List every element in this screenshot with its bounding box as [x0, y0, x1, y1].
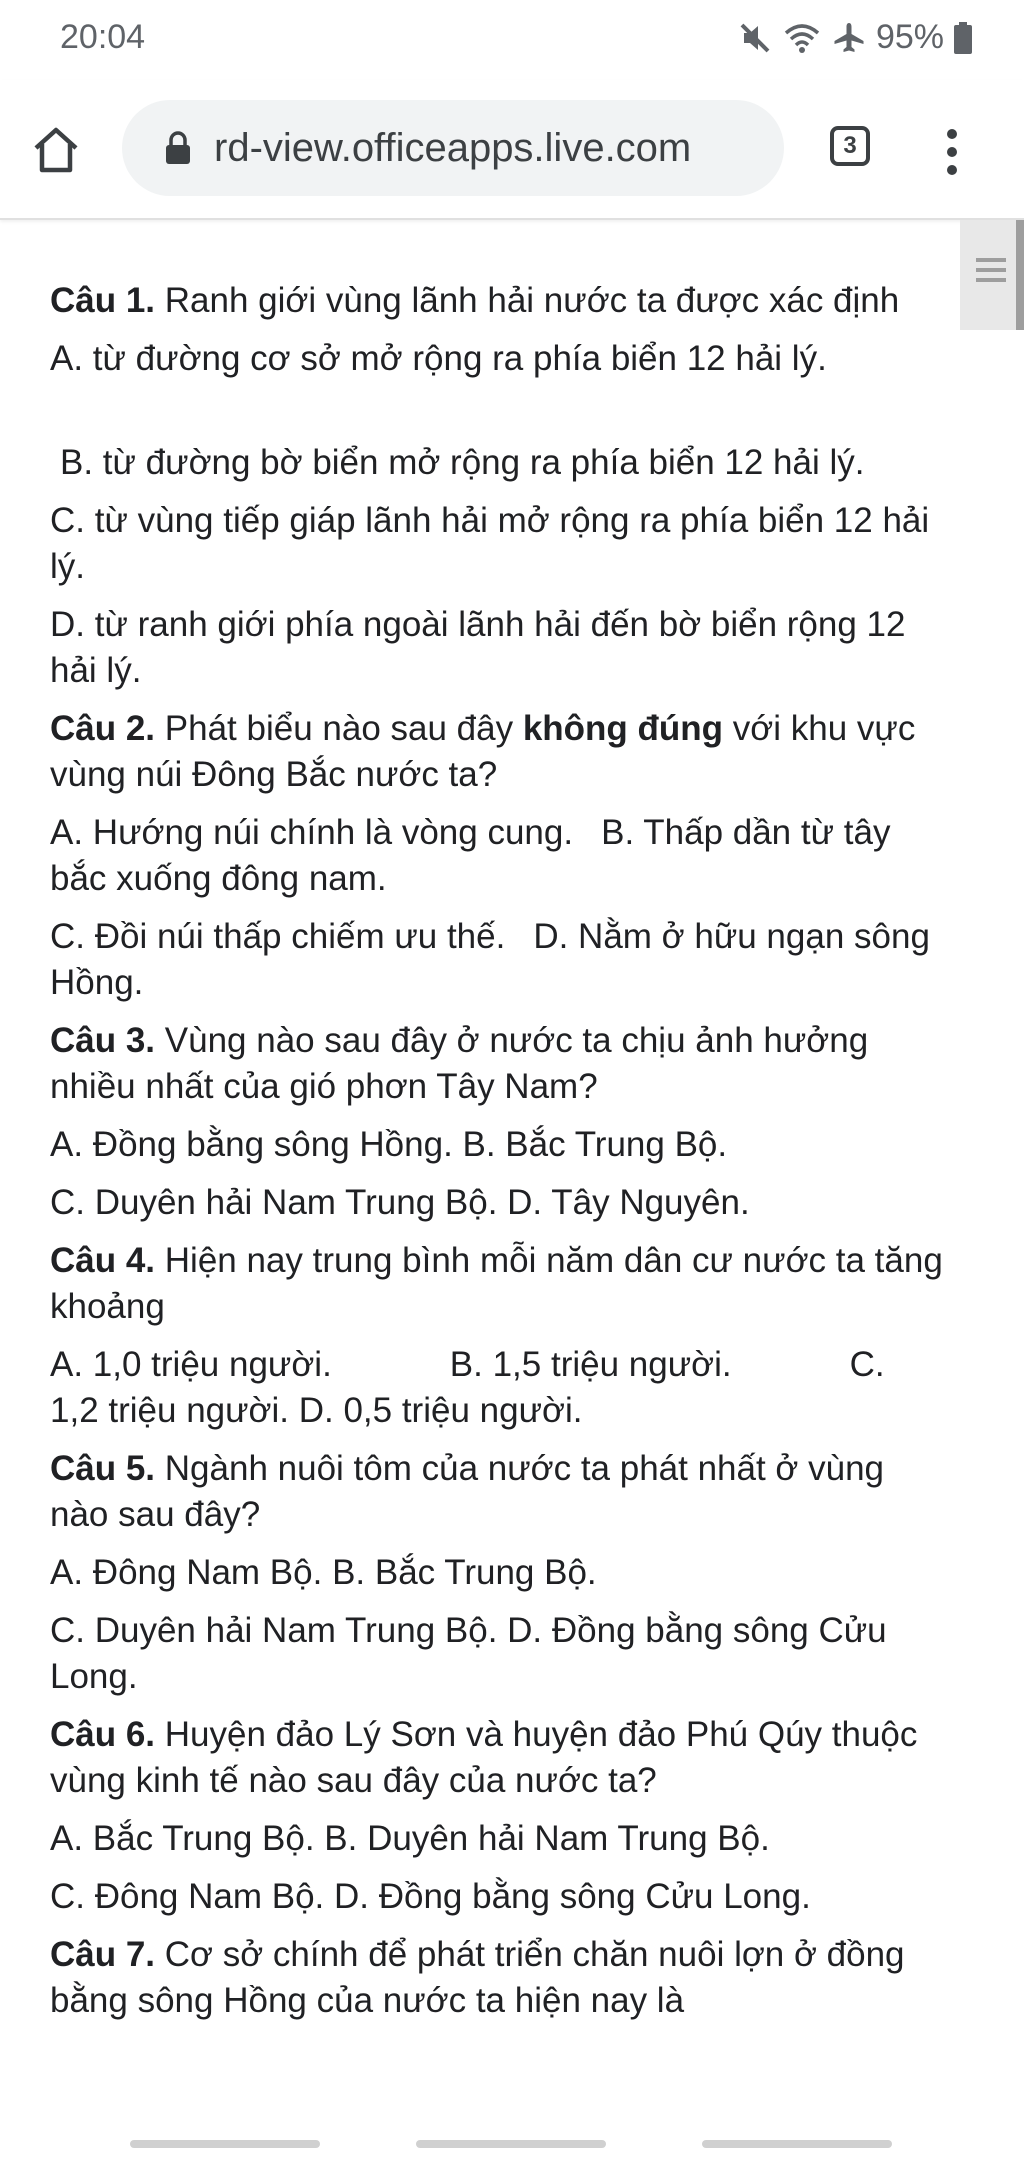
question-label: Câu 4. [50, 1241, 156, 1280]
option-a: A. từ đường cơ sở mở rộng ra phía biển 12 hải lý. [50, 339, 827, 378]
question-emphasis: không đúng [522, 709, 724, 748]
page-indicator [0, 2126, 1024, 2162]
airplane-mode-icon [832, 21, 866, 55]
options-abcd [50, 1342, 950, 1434]
page-indicator-bar [702, 2140, 892, 2148]
option-b: B. Thấp dần từ tây bắc xuống đông nam. [50, 813, 891, 898]
document-view[interactable] [0, 220, 1024, 2120]
options-cd [50, 914, 950, 1006]
option-c: C. từ vùng tiếp giáp lãnh hải mở rộng ra phía biển 12 hải lý. [50, 501, 930, 586]
home-button[interactable] [28, 122, 84, 178]
scrollbar-thumb[interactable] [960, 220, 1024, 330]
option-c-label: C. [849, 1345, 885, 1384]
question-label: Câu 5. [50, 1449, 156, 1488]
question-text: Vùng nào sau đây ở nước ta chịu ảnh hưởng nhiều nhất của gió phơn Tây Nam? [50, 1021, 869, 1106]
question-label: Câu 3. [50, 1021, 156, 1060]
lock-icon [164, 131, 192, 165]
options-cd: C. Duyên hải Nam Trung Bộ. D. Đồng bằng sông Cửu Long. [50, 1611, 887, 1696]
page-indicator-bar [416, 2140, 606, 2148]
question-text: với khu vực vùng núi Đông Bắc nước ta? [50, 709, 916, 794]
options-ab: A. Bắc Trung Bộ. B. Duyên hải Nam Trung Bộ. [50, 1819, 770, 1858]
option-b: B. 1,5 triệu người. [449, 1345, 732, 1384]
question-3 [50, 1018, 950, 1110]
more-vert-icon [940, 124, 964, 180]
status-bar [0, 0, 1024, 80]
status-time: 20:04 [60, 18, 146, 56]
home-icon [28, 122, 84, 178]
options-ab: A. Đông Nam Bộ. B. Bắc Trung Bộ. [50, 1553, 597, 1592]
option-c-d: 1,2 triệu người. D. 0,5 triệu người. [50, 1391, 583, 1430]
status-icons [738, 18, 972, 57]
option-d: D. Nằm ở hữu ngạn sông Hồng. [50, 917, 930, 1002]
options-ab: A. Đồng bằng sông Hồng. B. Bắc Trung Bộ. [50, 1125, 728, 1164]
option-a: A. 1,0 triệu người. [50, 1345, 332, 1384]
tab-switcher-button[interactable]: 3 [830, 126, 870, 166]
wifi-icon [782, 21, 822, 55]
question-label: Câu 1. [50, 281, 156, 320]
question-1 [50, 278, 950, 324]
battery-percent: 95% [875, 18, 944, 56]
options-cd: C. Đông Nam Bộ. D. Đồng bằng sông Cửu Long. [50, 1877, 811, 1916]
options-ab [50, 810, 950, 902]
options-cd: C. Duyên hải Nam Trung Bộ. D. Tây Nguyên. [50, 1183, 750, 1222]
question-text: Ngành nuôi tôm của nước ta phát nhất ở vùng nào sau đây? [50, 1449, 884, 1534]
question-label: Câu 7. [50, 1935, 156, 1974]
question-label: Câu 2. [50, 709, 156, 748]
option-c: C. Đồi núi thấp chiếm ưu thế. [50, 917, 506, 956]
question-text: Hiện nay trung bình mỗi năm dân cư nước ta tăng khoảng [50, 1241, 943, 1326]
mute-icon [738, 21, 772, 55]
overflow-menu-button[interactable] [940, 124, 964, 180]
page-indicator-bar [130, 2140, 320, 2148]
question-label: Câu 6. [50, 1715, 156, 1754]
option-b: B. từ đường bờ biển mở rộng ra phía biển 12 hải lý. [60, 443, 865, 482]
option-a: A. Hướng núi chính là vòng cung. [50, 813, 574, 852]
question-5 [50, 1446, 950, 1538]
browser-toolbar [0, 80, 1024, 220]
question-2 [50, 706, 950, 798]
question-6 [50, 1712, 950, 1804]
option-d: D. từ ranh giới phía ngoài lãnh hải đến bờ biển rộng 12 hải lý. [50, 605, 906, 690]
question-7 [50, 1932, 950, 2024]
url-text: rd-view.officeapps.live.com [214, 125, 692, 170]
question-text: Phát biểu nào sau đây [155, 709, 523, 748]
document-body [50, 278, 950, 2036]
question-text: Ranh giới vùng lãnh hải nước ta được xác định [155, 281, 900, 320]
question-text: Cơ sở chính để phát triển chăn nuôi lợn ở đồng bằng sông Hồng của nước ta hiện nay là [50, 1935, 905, 2020]
battery-icon [954, 22, 972, 54]
question-4 [50, 1238, 950, 1330]
question-text: Huyện đảo Lý Sơn và huyện đảo Phú Qúy thuộc vùng kinh tế nào sau đây của nước ta? [50, 1715, 918, 1800]
address-bar[interactable] [122, 100, 784, 196]
